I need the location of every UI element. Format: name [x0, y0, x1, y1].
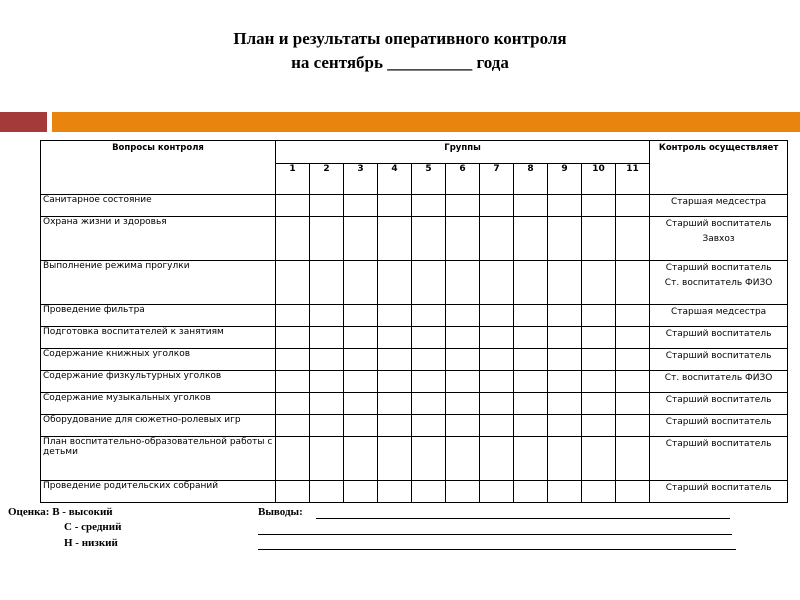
group-cell	[344, 195, 378, 217]
group-cell	[616, 437, 650, 481]
group-cell	[616, 305, 650, 327]
group-cell	[548, 195, 582, 217]
controller-name: Старший воспитатель	[665, 351, 772, 361]
group-cell	[480, 305, 514, 327]
group-cell	[446, 195, 480, 217]
group-cell	[344, 415, 378, 437]
group-cell	[446, 327, 480, 349]
control-table	[40, 140, 788, 503]
group-cell	[412, 327, 446, 349]
group-cell	[310, 217, 344, 261]
group-cell	[446, 349, 480, 371]
conclusions-line-3	[258, 549, 736, 550]
rating-mid: С - средний	[64, 521, 122, 533]
group-cell	[480, 481, 514, 503]
group-cell	[446, 371, 480, 393]
group-cell	[514, 415, 548, 437]
group-cell	[616, 481, 650, 503]
page-title-line2: на сентябрь __________ года	[291, 53, 509, 72]
header-control: Контроль осуществляет	[650, 141, 788, 195]
question-cell: Оборудование для сюжетно-ролевых игр	[41, 415, 276, 437]
table-body	[41, 195, 788, 503]
group-cell	[514, 327, 548, 349]
table-row	[41, 481, 788, 503]
table-row	[41, 437, 788, 481]
group-cell	[446, 481, 480, 503]
group-cell	[344, 481, 378, 503]
controller-name: Старший воспитатель	[665, 395, 772, 405]
header-groups: Группы	[276, 141, 650, 164]
group-cell	[514, 437, 548, 481]
question-cell: Содержание книжных уголков	[41, 349, 276, 371]
group-cell	[310, 327, 344, 349]
group-cell	[412, 437, 446, 481]
group-cell	[412, 195, 446, 217]
table-row	[41, 371, 788, 393]
group-cell	[446, 415, 480, 437]
group-cell	[616, 195, 650, 217]
group-cell	[310, 393, 344, 415]
control-cell	[650, 327, 788, 349]
group-cell	[276, 349, 310, 371]
group-cell	[548, 371, 582, 393]
group-cell	[412, 481, 446, 503]
controller-name: Старший воспитатель	[665, 329, 772, 339]
control-cell	[650, 415, 788, 437]
group-number: 7	[480, 164, 514, 195]
group-cell	[548, 481, 582, 503]
group-cell	[514, 371, 548, 393]
decorative-band-orange	[52, 112, 800, 132]
group-cell	[378, 437, 412, 481]
group-cell	[480, 217, 514, 261]
rating-high: Оценка: В - высокий	[8, 506, 113, 518]
group-cell	[344, 261, 378, 305]
group-cell	[480, 393, 514, 415]
group-number: 10	[582, 164, 616, 195]
table-row	[41, 415, 788, 437]
group-cell	[344, 217, 378, 261]
control-cell	[650, 261, 788, 305]
control-cell	[650, 349, 788, 371]
controller-name: Старший воспитатель	[665, 417, 772, 427]
question-cell: План воспитательно-образовательной работы с детьми	[41, 437, 276, 481]
group-number: 8	[514, 164, 548, 195]
table-row	[41, 261, 788, 305]
group-cell	[548, 305, 582, 327]
rating-low: Н - низкий	[64, 537, 118, 549]
conclusions-label: Выводы:	[258, 506, 303, 518]
group-cell	[310, 371, 344, 393]
group-cell	[310, 261, 344, 305]
group-cell	[548, 415, 582, 437]
conclusions-line-1	[316, 518, 730, 519]
group-cell	[378, 349, 412, 371]
group-cell	[412, 217, 446, 261]
group-cell	[344, 327, 378, 349]
group-cell	[480, 437, 514, 481]
group-cell	[514, 261, 548, 305]
group-cell	[616, 371, 650, 393]
group-cell	[446, 217, 480, 261]
question-cell: Содержание музыкальных уголков	[41, 393, 276, 415]
group-cell	[616, 261, 650, 305]
page-title-line1: План и результаты оперативного контроля	[233, 29, 567, 48]
control-cell	[650, 481, 788, 503]
group-cell	[616, 415, 650, 437]
group-cell	[616, 217, 650, 261]
group-cell	[514, 217, 548, 261]
group-cell	[548, 217, 582, 261]
group-cell	[480, 349, 514, 371]
group-cell	[548, 261, 582, 305]
control-cell	[650, 393, 788, 415]
group-cell	[276, 261, 310, 305]
group-number: 11	[616, 164, 650, 195]
group-cell	[276, 481, 310, 503]
group-cell	[276, 327, 310, 349]
group-cell	[582, 195, 616, 217]
group-cell	[412, 261, 446, 305]
decorative-band-red	[0, 112, 47, 132]
group-cell	[378, 261, 412, 305]
group-cell	[480, 371, 514, 393]
group-cell	[446, 305, 480, 327]
group-cell	[276, 195, 310, 217]
group-cell	[412, 305, 446, 327]
group-cell	[582, 261, 616, 305]
table-row	[41, 393, 788, 415]
group-number: 3	[344, 164, 378, 195]
group-cell	[378, 305, 412, 327]
table-row	[41, 195, 788, 217]
question-cell: Содержание физкультурных уголков	[41, 371, 276, 393]
group-cell	[412, 393, 446, 415]
controller-name: Старший воспитатель	[665, 483, 772, 493]
group-cell	[276, 371, 310, 393]
control-cell	[650, 195, 788, 217]
group-cell	[276, 437, 310, 481]
controller-name: Старший воспитатель	[665, 263, 772, 273]
group-cell	[616, 327, 650, 349]
group-cell	[582, 393, 616, 415]
group-cell	[548, 393, 582, 415]
group-cell	[378, 195, 412, 217]
group-cell	[344, 393, 378, 415]
group-cell	[310, 481, 344, 503]
group-cell	[310, 437, 344, 481]
group-cell	[616, 393, 650, 415]
group-cell	[276, 415, 310, 437]
control-cell	[650, 437, 788, 481]
group-cell	[276, 305, 310, 327]
question-cell: Проведение родительских собраний	[41, 481, 276, 503]
group-cell	[616, 349, 650, 371]
group-cell	[344, 305, 378, 327]
controller-name: Старший воспитатель	[665, 219, 772, 229]
group-cell	[514, 305, 548, 327]
group-cell	[412, 371, 446, 393]
group-cell	[582, 481, 616, 503]
group-cell	[514, 393, 548, 415]
group-cell	[344, 437, 378, 481]
group-number: 2	[310, 164, 344, 195]
group-cell	[412, 415, 446, 437]
question-cell: Подготовка воспитателей к занятиям	[41, 327, 276, 349]
group-cell	[310, 305, 344, 327]
group-number: 5	[412, 164, 446, 195]
group-cell	[378, 393, 412, 415]
group-cell	[582, 415, 616, 437]
control-cell	[650, 217, 788, 261]
group-cell	[480, 195, 514, 217]
group-cell	[378, 481, 412, 503]
controller-name: Старшая медсестра	[670, 307, 767, 317]
group-cell	[582, 371, 616, 393]
group-number: 1	[276, 164, 310, 195]
group-number: 6	[446, 164, 480, 195]
group-cell	[480, 261, 514, 305]
group-cell	[582, 437, 616, 481]
controller-name: Ст. воспитатель ФИЗО	[664, 278, 773, 288]
group-cell	[548, 349, 582, 371]
group-cell	[378, 371, 412, 393]
group-cell	[378, 415, 412, 437]
group-cell	[446, 393, 480, 415]
controller-name: Ст. воспитатель ФИЗО	[664, 373, 773, 383]
group-cell	[412, 349, 446, 371]
group-cell	[310, 415, 344, 437]
group-cell	[480, 327, 514, 349]
table-row	[41, 327, 788, 349]
group-cell	[378, 327, 412, 349]
group-cell	[582, 327, 616, 349]
group-cell	[276, 217, 310, 261]
group-number: 9	[548, 164, 582, 195]
group-cell	[446, 437, 480, 481]
question-cell: Выполнение режима прогулки	[41, 261, 276, 305]
group-number: 4	[378, 164, 412, 195]
table-row	[41, 305, 788, 327]
question-cell: Охрана жизни и здоровья	[41, 217, 276, 261]
group-cell	[548, 437, 582, 481]
controller-name: Завхоз	[702, 234, 735, 244]
group-cell	[276, 393, 310, 415]
controller-name: Старшая медсестра	[670, 197, 767, 207]
conclusions-line-2	[258, 534, 732, 535]
group-cell	[582, 305, 616, 327]
group-cell	[548, 327, 582, 349]
group-cell	[480, 415, 514, 437]
controller-name: Старший воспитатель	[665, 439, 772, 449]
control-cell	[650, 371, 788, 393]
header-questions: Вопросы контроля	[41, 141, 276, 195]
group-cell	[514, 481, 548, 503]
control-cell	[650, 305, 788, 327]
group-cell	[344, 349, 378, 371]
group-cell	[582, 217, 616, 261]
group-cell	[514, 349, 548, 371]
group-cell	[310, 349, 344, 371]
group-cell	[582, 349, 616, 371]
table-row	[41, 217, 788, 261]
group-cell	[310, 195, 344, 217]
question-cell: Санитарное состояние	[41, 195, 276, 217]
group-cell	[344, 371, 378, 393]
question-cell: Проведение фильтра	[41, 305, 276, 327]
group-cell	[514, 195, 548, 217]
table-row	[41, 349, 788, 371]
group-cell	[378, 217, 412, 261]
group-cell	[446, 261, 480, 305]
